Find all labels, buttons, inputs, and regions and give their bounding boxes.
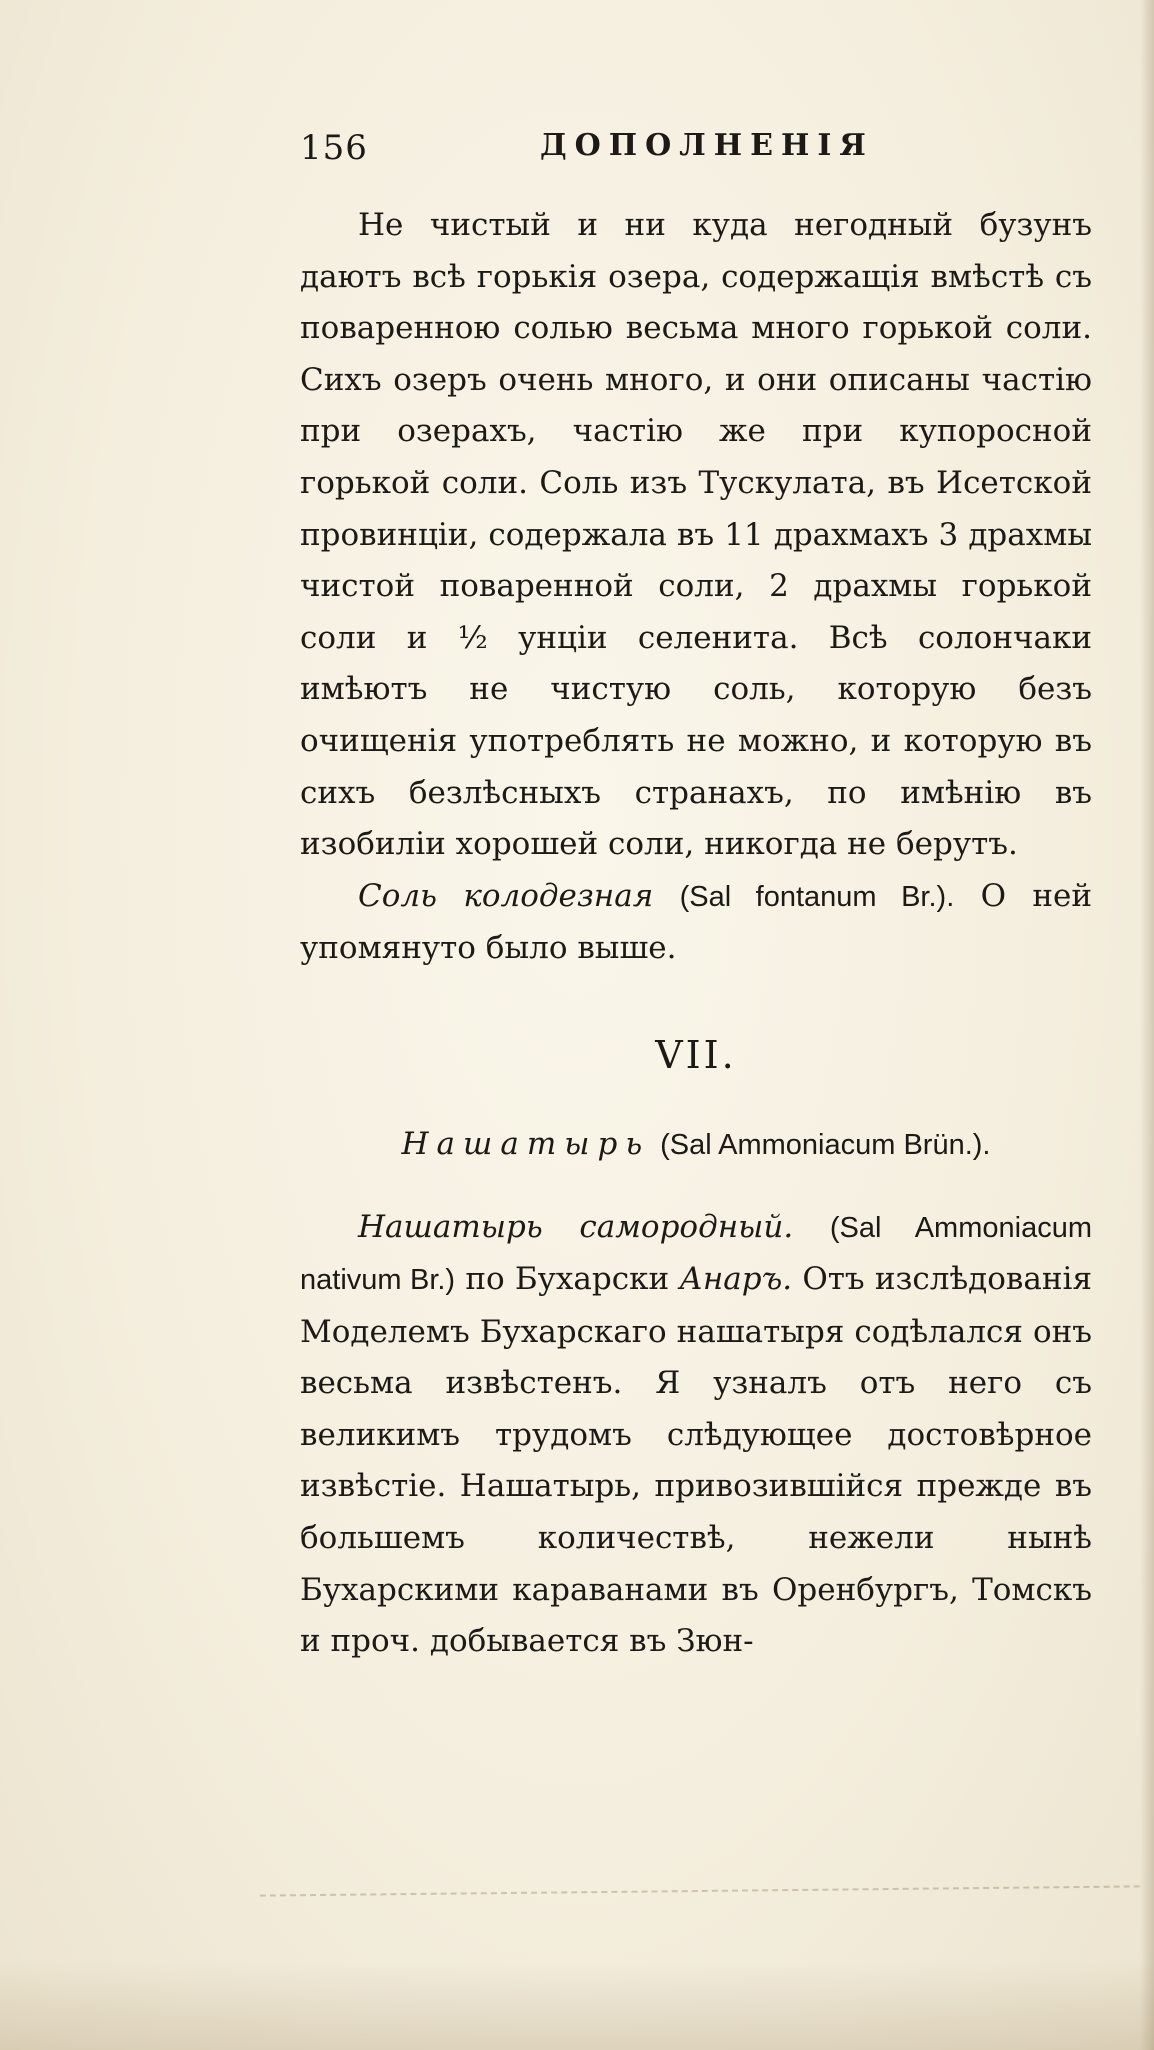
native-ammonia-latin: (Sal Ammoniacum nativum Br.) bbox=[300, 1211, 1092, 1297]
paper-crease bbox=[260, 1885, 1140, 1936]
well-salt-latin: (Sal fontanum Br.). bbox=[679, 880, 955, 913]
page-bottom-stain bbox=[0, 1960, 1154, 2050]
anar-term: Анаръ. bbox=[679, 1261, 793, 1298]
section-number: VII. bbox=[655, 1032, 737, 1077]
paragraph-native-ammonia bbox=[300, 1202, 1092, 1668]
page-edge-shadow bbox=[1140, 0, 1154, 2050]
spacer bbox=[300, 1172, 1092, 1202]
native-ammonia-text-b: Отъ изслѣдованія Моделемъ Бухарскаго нашатыря содѣлался онъ весьма извѣстенъ. Я узналъ отъ него съ великимъ трудомъ слѣдующее достовѣрное извѣстіе. Нашатырь, привозившійся прежде въ большемъ количествѣ, нежели нынѣ Бухарскими караванами въ Оренбургъ, Томскъ и проч. добывается въ Зюн- bbox=[300, 1261, 1092, 1660]
paragraph-well-salt bbox=[300, 871, 1092, 975]
page-body bbox=[300, 200, 1092, 1668]
well-salt-text: О ней упомянуто было выше. bbox=[300, 877, 1092, 967]
section-heading-latin: (Sal Ammoniacum Brün.). bbox=[660, 1128, 991, 1161]
page-header bbox=[300, 128, 874, 178]
page-number: 156 bbox=[300, 128, 368, 168]
native-ammonia-term: Нашатырь самородный. bbox=[358, 1208, 794, 1245]
native-ammonia-text-a: по Бухарски bbox=[465, 1261, 670, 1298]
section-heading-term: Нашатырь bbox=[401, 1125, 651, 1162]
paragraph-bitter-lakes: Не чистый и ни куда негодный бузунъ даютъ всѣ горькія озера, содержащія вмѣстѣ съ поваренною солью весьма много горькой соли. Сихъ озеръ очень много, и они описаны частію при озерахъ, частію же при купоросной горькой соли. Соль изъ Тускулата, въ Исетской провинціи, содержала въ 11 драхмахъ 3 драхмы чистой поваренной соли, 2 драхмы горькой соли и ½ унціи селенита. Всѣ солончаки имѣютъ не чистую соль, которую безъ очищенія употреблять не можно, и которую въ сихъ безлѣсныхъ странахъ, по имѣнію въ изобиліи хорошей соли, никогда не берутъ. bbox=[300, 207, 1092, 863]
running-title: ДОПОЛНЕНІЯ bbox=[540, 128, 874, 163]
well-salt-term: Соль колодезная bbox=[358, 877, 654, 914]
section-heading bbox=[300, 1119, 1092, 1172]
